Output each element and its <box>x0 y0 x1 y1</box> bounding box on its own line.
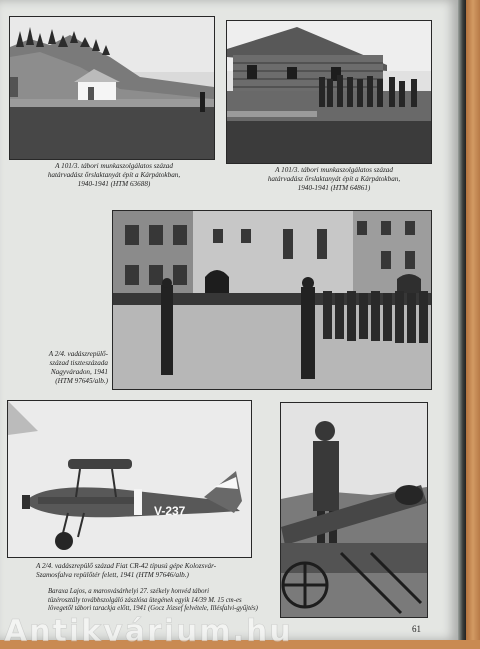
photo-officer-parade <box>112 210 432 390</box>
caption-line: határvadász őrslaktanyát épít a Kárpátokban, <box>47 171 181 179</box>
caption-line: tüzérosztály továbbszolgáló zászlósa ütegének egyik 14/39 M. 15 cm-es <box>48 596 242 604</box>
photo-mountain-camp <box>9 16 215 160</box>
page-number: 61 <box>412 624 421 634</box>
caption-line: A 101/3. tábori munkaszolgálatos század <box>55 162 173 170</box>
caption-line: határvadász őrslaktanyát épít a Kárpátokban, <box>267 175 401 183</box>
caption-line: Szamosfalva repülőtér felett, 1941 (HTM 97646/alb.) <box>36 571 189 579</box>
caption-line: 1940-1941 (HTM 63688) <box>77 180 151 188</box>
caption-photo-4 <box>36 562 266 580</box>
photo-fiat-biplane <box>7 400 252 558</box>
caption-line: század tiszteszázada <box>49 359 108 367</box>
caption-line: Baraxa Lajos, a marosvásárhelyi 27. székely honvéd tábori <box>48 588 210 595</box>
caption-line: lövegetől tábori tarackja előtt, 1941 (Gocz József felvétele, Illésfalvi-gyűjtés) <box>48 605 258 613</box>
aircraft-marking: V-237 <box>154 504 186 518</box>
wooden-table-edge <box>466 0 480 640</box>
caption-line: Nagyváradon, 1941 <box>50 368 108 376</box>
photo-log-barracks <box>226 20 432 164</box>
caption-line: A 101/3. tábori munkaszolgálatos század <box>275 166 393 174</box>
caption-photo-5 <box>48 588 294 614</box>
caption-photo-1 <box>14 162 214 189</box>
caption-photo-3 <box>14 350 108 386</box>
caption-photo-2 <box>232 166 436 193</box>
caption-line: 1940-1941 (HTM 64861) <box>297 184 371 192</box>
caption-line: (HTM 97645/alb.) <box>55 377 108 385</box>
caption-line: A 2/4. vadászrepülő- <box>48 350 108 358</box>
watermark-text: Antikvárium.hu <box>4 614 293 649</box>
caption-line: A 2/4. vadászrepülő század Fiat CR-42 típusú gépe Kolozsvár- <box>36 562 217 570</box>
book-spine <box>458 0 466 640</box>
photo-artillery-officer <box>280 402 428 618</box>
